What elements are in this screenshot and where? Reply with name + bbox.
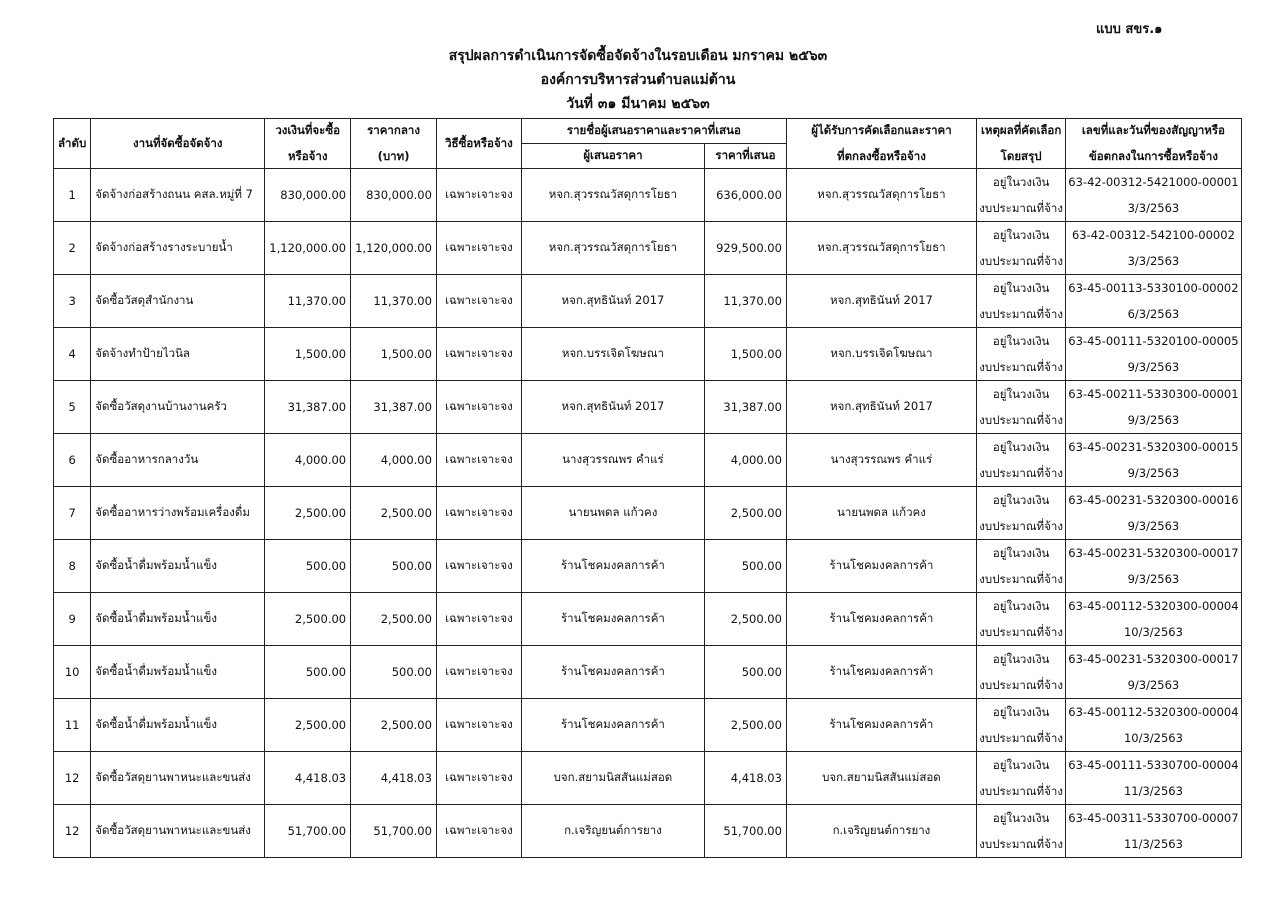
row-method: เฉพาะเจาะจง bbox=[436, 434, 521, 487]
table-row bbox=[54, 487, 1242, 540]
row-work: จัดซื้อน้ำดื่มพร้อมน้ำแข็ง bbox=[91, 646, 265, 699]
row-reason bbox=[976, 381, 1065, 434]
row-reason bbox=[976, 222, 1065, 275]
row-budget: 500.00 bbox=[265, 646, 351, 699]
reason-line2: งบประมาณที่จ้าง bbox=[979, 466, 1063, 480]
reason-line2: งบประมาณที่จ้าง bbox=[979, 307, 1063, 321]
reason-line2: งบประมาณที่จ้าง bbox=[979, 413, 1063, 427]
row-budget: 11,370.00 bbox=[265, 275, 351, 328]
row-contract bbox=[1066, 275, 1241, 328]
table-row bbox=[54, 169, 1242, 222]
contract-number: 63-45-00231-5320300-00015 bbox=[1068, 440, 1239, 454]
row-offer: 2,500.00 bbox=[704, 593, 786, 646]
contract-date: 3/3/2563 bbox=[1127, 254, 1180, 268]
row-no: 11 bbox=[54, 699, 91, 752]
row-method: เฉพาะเจาะจง bbox=[436, 222, 521, 275]
contract-number: 63-42-00312-5421000-00001 bbox=[1068, 175, 1239, 189]
header-contract bbox=[1066, 119, 1241, 169]
row-work: จัดจ้างทำป้ายไวนิล bbox=[91, 328, 265, 381]
row-no: 3 bbox=[54, 275, 91, 328]
row-work: จัดจ้างก่อสร้างรางระบายน้ำ bbox=[91, 222, 265, 275]
reason-line1: อยู่ในวงเงิน bbox=[992, 811, 1050, 825]
row-median: 830,000.00 bbox=[351, 169, 437, 222]
row-no: 8 bbox=[54, 540, 91, 593]
document-title-block bbox=[0, 44, 1276, 116]
contract-number: 63-45-00311-5330700-00007 bbox=[1068, 811, 1239, 825]
row-no: 12 bbox=[54, 805, 91, 858]
row-work: จัดซื้อวัสดุยานพาหนะและขนส่ง bbox=[91, 805, 265, 858]
row-work: จัดจ้างก่อสร้างถนน คสล.หมู่ที่ 7 bbox=[91, 169, 265, 222]
reason-line2: งบประมาณที่จ้าง bbox=[979, 731, 1063, 745]
row-budget: 830,000.00 bbox=[265, 169, 351, 222]
row-reason bbox=[976, 275, 1065, 328]
row-winner: ร้านโชคมงคลการค้า bbox=[786, 593, 976, 646]
row-median: 51,700.00 bbox=[351, 805, 437, 858]
row-offer: 500.00 bbox=[704, 540, 786, 593]
row-method: เฉพาะเจาะจง bbox=[436, 752, 521, 805]
contract-date: 9/3/2563 bbox=[1127, 519, 1180, 533]
table-row bbox=[54, 381, 1242, 434]
row-method: เฉพาะเจาะจง bbox=[436, 169, 521, 222]
row-bidder: หจก.สุวรรณวัสดุการโยธา bbox=[521, 222, 704, 275]
reason-line1: อยู่ในวงเงิน bbox=[992, 599, 1050, 613]
row-reason bbox=[976, 540, 1065, 593]
header-bidders-group: รายชื่อผู้เสนอราคาและราคาที่เสนอ bbox=[521, 119, 786, 144]
row-median: 4,418.03 bbox=[351, 752, 437, 805]
row-reason bbox=[976, 752, 1065, 805]
row-offer: 500.00 bbox=[704, 646, 786, 699]
row-median: 1,120,000.00 bbox=[351, 222, 437, 275]
row-budget: 51,700.00 bbox=[265, 805, 351, 858]
row-median: 500.00 bbox=[351, 540, 437, 593]
row-budget: 1,120,000.00 bbox=[265, 222, 351, 275]
row-method: เฉพาะเจาะจง bbox=[436, 805, 521, 858]
row-no: 12 bbox=[54, 752, 91, 805]
header-budget-line1: วงเงินที่จะซื้อ bbox=[275, 122, 341, 137]
reason-line1: อยู่ในวงเงิน bbox=[992, 546, 1050, 560]
row-bidder: ร้านโชคมงคลการค้า bbox=[521, 646, 704, 699]
row-budget: 1,500.00 bbox=[265, 328, 351, 381]
document-date: วันที่ ๓๑ มีนาคม ๒๕๖๓ bbox=[566, 96, 710, 112]
header-reason bbox=[976, 119, 1065, 169]
header-no: ลำดับ bbox=[54, 119, 91, 169]
row-contract bbox=[1066, 328, 1241, 381]
contract-date: 9/3/2563 bbox=[1127, 572, 1180, 586]
reason-line1: อยู่ในวงเงิน bbox=[992, 440, 1050, 454]
row-budget: 31,387.00 bbox=[265, 381, 351, 434]
row-median: 1,500.00 bbox=[351, 328, 437, 381]
row-median: 2,500.00 bbox=[351, 699, 437, 752]
row-contract bbox=[1066, 434, 1241, 487]
contract-number: 63-45-00111-5330700-00004 bbox=[1068, 758, 1239, 772]
row-contract bbox=[1066, 222, 1241, 275]
reason-line2: งบประมาณที่จ้าง bbox=[979, 572, 1063, 586]
contract-number: 63-45-00231-5320300-00016 bbox=[1068, 493, 1239, 507]
header-median-line1: ราคากลาง bbox=[367, 122, 420, 137]
row-method: เฉพาะเจาะจง bbox=[436, 540, 521, 593]
header-bidder: ผู้เสนอราคา bbox=[521, 144, 704, 169]
header-reason-line1: เหตุผลที่คัดเลือก bbox=[980, 122, 1062, 137]
row-contract bbox=[1066, 169, 1241, 222]
row-method: เฉพาะเจาะจง bbox=[436, 593, 521, 646]
row-median: 31,387.00 bbox=[351, 381, 437, 434]
row-bidder: บจก.สยามนิสสันแม่สอด bbox=[521, 752, 704, 805]
table-row bbox=[54, 328, 1242, 381]
table-row bbox=[54, 752, 1242, 805]
row-median: 500.00 bbox=[351, 646, 437, 699]
reason-line2: งบประมาณที่จ้าง bbox=[979, 519, 1063, 533]
row-work: จัดซื้อวัสดุสำนักงาน bbox=[91, 275, 265, 328]
row-work: จัดซื้อวัสดุงานบ้านงานครัว bbox=[91, 381, 265, 434]
row-bidder: หจก.บรรเจิดโฆษณา bbox=[521, 328, 704, 381]
row-median: 11,370.00 bbox=[351, 275, 437, 328]
contract-date: 6/3/2563 bbox=[1127, 307, 1180, 321]
header-median bbox=[351, 119, 437, 169]
header-winner-line1: ผู้ได้รับการคัดเลือกและราคา bbox=[811, 122, 952, 137]
header-winner-line2: ที่ตกลงซื้อหรือจ้าง bbox=[837, 148, 926, 163]
contract-date: 11/3/2563 bbox=[1123, 784, 1183, 798]
row-no: 7 bbox=[54, 487, 91, 540]
row-budget: 2,500.00 bbox=[265, 487, 351, 540]
table-body bbox=[54, 169, 1242, 858]
contract-date: 9/3/2563 bbox=[1127, 678, 1180, 692]
reason-line2: งบประมาณที่จ้าง bbox=[979, 678, 1063, 692]
row-no: 5 bbox=[54, 381, 91, 434]
table-row bbox=[54, 222, 1242, 275]
header-contract-line2: ข้อตกลงในการซื้อหรือจ้าง bbox=[1088, 148, 1218, 163]
row-contract bbox=[1066, 805, 1241, 858]
contract-number: 63-45-00112-5320300-00004 bbox=[1068, 705, 1239, 719]
reason-line2: งบประมาณที่จ้าง bbox=[979, 784, 1063, 798]
row-winner: ร้านโชคมงคลการค้า bbox=[786, 646, 976, 699]
reason-line1: อยู่ในวงเงิน bbox=[992, 387, 1050, 401]
row-no: 4 bbox=[54, 328, 91, 381]
row-winner: หจก.สุทธินันท์ 2017 bbox=[786, 275, 976, 328]
contract-date: 9/3/2563 bbox=[1127, 466, 1180, 480]
table-row bbox=[54, 540, 1242, 593]
row-work: จัดซื้อวัสดุยานพาหนะและขนส่ง bbox=[91, 752, 265, 805]
row-bidder: ร้านโชคมงคลการค้า bbox=[521, 593, 704, 646]
row-method: เฉพาะเจาะจง bbox=[436, 381, 521, 434]
row-winner: หจก.สุวรรณวัสดุการโยธา bbox=[786, 222, 976, 275]
row-reason bbox=[976, 805, 1065, 858]
reason-line1: อยู่ในวงเงิน bbox=[992, 493, 1050, 507]
reason-line1: อยู่ในวงเงิน bbox=[992, 175, 1050, 189]
contract-number: 63-45-00112-5320300-00004 bbox=[1068, 599, 1239, 613]
row-budget: 4,000.00 bbox=[265, 434, 351, 487]
reason-line1: อยู่ในวงเงิน bbox=[992, 334, 1050, 348]
row-work: จัดซื้ออาหารกลางวัน bbox=[91, 434, 265, 487]
row-winner: หจก.บรรเจิดโฆษณา bbox=[786, 328, 976, 381]
reason-line1: อยู่ในวงเงิน bbox=[992, 652, 1050, 666]
header-method: วิธีซื้อหรือจ้าง bbox=[436, 119, 521, 169]
row-winner: หจก.สุวรรณวัสดุการโยธา bbox=[786, 169, 976, 222]
organization-name: องค์การบริหารส่วนตำบลแม่ต้าน bbox=[540, 72, 736, 88]
row-work: จัดซื้อน้ำดื่มพร้อมน้ำแข็ง bbox=[91, 593, 265, 646]
contract-date: 9/3/2563 bbox=[1127, 413, 1180, 427]
reason-line2: งบประมาณที่จ้าง bbox=[979, 837, 1063, 851]
row-winner: นายนพดล แก้วคง bbox=[786, 487, 976, 540]
header-reason-line2: โดยสรุป bbox=[1000, 148, 1042, 163]
reason-line1: อยู่ในวงเงิน bbox=[992, 758, 1050, 772]
row-offer: 929,500.00 bbox=[704, 222, 786, 275]
row-reason bbox=[976, 487, 1065, 540]
row-bidder: ก.เจริญยนต์การยาง bbox=[521, 805, 704, 858]
row-contract bbox=[1066, 752, 1241, 805]
table-row bbox=[54, 275, 1242, 328]
header-contract-line1: เลขที่และวันที่ของสัญญาหรือ bbox=[1081, 122, 1225, 137]
row-bidder: หจก.สุทธินันท์ 2017 bbox=[521, 381, 704, 434]
row-budget: 2,500.00 bbox=[265, 593, 351, 646]
row-reason bbox=[976, 328, 1065, 381]
row-offer: 4,000.00 bbox=[704, 434, 786, 487]
row-contract bbox=[1066, 699, 1241, 752]
row-contract bbox=[1066, 381, 1241, 434]
row-no: 10 bbox=[54, 646, 91, 699]
row-bidder: ร้านโชคมงคลการค้า bbox=[521, 699, 704, 752]
row-reason bbox=[976, 699, 1065, 752]
row-no: 9 bbox=[54, 593, 91, 646]
row-no: 2 bbox=[54, 222, 91, 275]
contract-number: 63-45-00111-5320100-00005 bbox=[1068, 334, 1239, 348]
row-median: 4,000.00 bbox=[351, 434, 437, 487]
row-reason bbox=[976, 593, 1065, 646]
row-reason bbox=[976, 646, 1065, 699]
document-title: สรุปผลการดำเนินการจัดซื้อจัดจ้างในรอบเดือน มกราคม ๒๕๖๓ bbox=[448, 48, 828, 64]
header-offer: ราคาที่เสนอ bbox=[704, 144, 786, 169]
row-contract bbox=[1066, 593, 1241, 646]
row-no: 1 bbox=[54, 169, 91, 222]
reason-line2: งบประมาณที่จ้าง bbox=[979, 254, 1063, 268]
row-offer: 636,000.00 bbox=[704, 169, 786, 222]
procurement-table bbox=[53, 118, 1242, 858]
form-code: แบบ สขร.๑ bbox=[1096, 22, 1163, 37]
reason-line2: งบประมาณที่จ้าง bbox=[979, 201, 1063, 215]
contract-number: 63-45-00113-5330100-00002 bbox=[1068, 281, 1239, 295]
table-row bbox=[54, 593, 1242, 646]
row-method: เฉพาะเจาะจง bbox=[436, 275, 521, 328]
row-method: เฉพาะเจาะจง bbox=[436, 487, 521, 540]
contract-number: 63-45-00231-5320300-00017 bbox=[1068, 652, 1239, 666]
row-budget: 4,418.03 bbox=[265, 752, 351, 805]
row-work: จัดซื้ออาหารว่างพร้อมเครื่องดื่ม bbox=[91, 487, 265, 540]
row-method: เฉพาะเจาะจง bbox=[436, 646, 521, 699]
row-offer: 31,387.00 bbox=[704, 381, 786, 434]
row-offer: 11,370.00 bbox=[704, 275, 786, 328]
row-work: จัดซื้อน้ำดื่มพร้อมน้ำแข็ง bbox=[91, 699, 265, 752]
contract-number: 63-45-00231-5320300-00017 bbox=[1068, 546, 1239, 560]
row-contract bbox=[1066, 487, 1241, 540]
contract-date: 3/3/2563 bbox=[1127, 201, 1180, 215]
table-header bbox=[54, 119, 1242, 169]
header-median-line2: (บาท) bbox=[377, 148, 410, 163]
contract-date: 10/3/2563 bbox=[1123, 731, 1183, 745]
reason-line2: งบประมาณที่จ้าง bbox=[979, 625, 1063, 639]
row-winner: ร้านโชคมงคลการค้า bbox=[786, 699, 976, 752]
row-bidder: ร้านโชคมงคลการค้า bbox=[521, 540, 704, 593]
row-offer: 51,700.00 bbox=[704, 805, 786, 858]
reason-line1: อยู่ในวงเงิน bbox=[992, 281, 1050, 295]
row-method: เฉพาะเจาะจง bbox=[436, 328, 521, 381]
row-winner: บจก.สยามนิสสันแม่สอด bbox=[786, 752, 976, 805]
contract-date: 11/3/2563 bbox=[1123, 837, 1183, 851]
row-winner: หจก.สุทธินันท์ 2017 bbox=[786, 381, 976, 434]
row-winner: ก.เจริญยนต์การยาง bbox=[786, 805, 976, 858]
row-bidder: หจก.สุทธินันท์ 2017 bbox=[521, 275, 704, 328]
row-offer: 1,500.00 bbox=[704, 328, 786, 381]
table-row bbox=[54, 646, 1242, 699]
table-row bbox=[54, 805, 1242, 858]
row-reason bbox=[976, 434, 1065, 487]
contract-number: 63-45-00211-5330300-00001 bbox=[1068, 387, 1239, 401]
row-bidder: นายนพดล แก้วคง bbox=[521, 487, 704, 540]
header-winner bbox=[786, 119, 976, 169]
row-method: เฉพาะเจาะจง bbox=[436, 699, 521, 752]
header-budget-line2: หรือจ้าง bbox=[287, 148, 328, 163]
row-offer: 2,500.00 bbox=[704, 487, 786, 540]
reason-line1: อยู่ในวงเงิน bbox=[992, 228, 1050, 242]
row-offer: 4,418.03 bbox=[704, 752, 786, 805]
row-contract bbox=[1066, 540, 1241, 593]
table-row bbox=[54, 699, 1242, 752]
table-row bbox=[54, 434, 1242, 487]
contract-date: 10/3/2563 bbox=[1123, 625, 1183, 639]
row-winner: ร้านโชคมงคลการค้า bbox=[786, 540, 976, 593]
row-winner: นางสุวรรณพร คำแร่ bbox=[786, 434, 976, 487]
header-work: งานที่จัดซื้อจัดจ้าง bbox=[91, 119, 265, 169]
contract-number: 63-42-00312-542100-00002 bbox=[1071, 228, 1235, 242]
row-median: 2,500.00 bbox=[351, 593, 437, 646]
row-budget: 2,500.00 bbox=[265, 699, 351, 752]
row-median: 2,500.00 bbox=[351, 487, 437, 540]
contract-date: 9/3/2563 bbox=[1127, 360, 1180, 374]
row-reason bbox=[976, 169, 1065, 222]
reason-line2: งบประมาณที่จ้าง bbox=[979, 360, 1063, 374]
row-budget: 500.00 bbox=[265, 540, 351, 593]
header-budget bbox=[265, 119, 351, 169]
reason-line1: อยู่ในวงเงิน bbox=[992, 705, 1050, 719]
row-offer: 2,500.00 bbox=[704, 699, 786, 752]
row-no: 6 bbox=[54, 434, 91, 487]
row-bidder: นางสุวรรณพร คำแร่ bbox=[521, 434, 704, 487]
row-work: จัดซื้อน้ำดื่มพร้อมน้ำแข็ง bbox=[91, 540, 265, 593]
row-bidder: หจก.สุวรรณวัสดุการโยธา bbox=[521, 169, 704, 222]
row-contract bbox=[1066, 646, 1241, 699]
